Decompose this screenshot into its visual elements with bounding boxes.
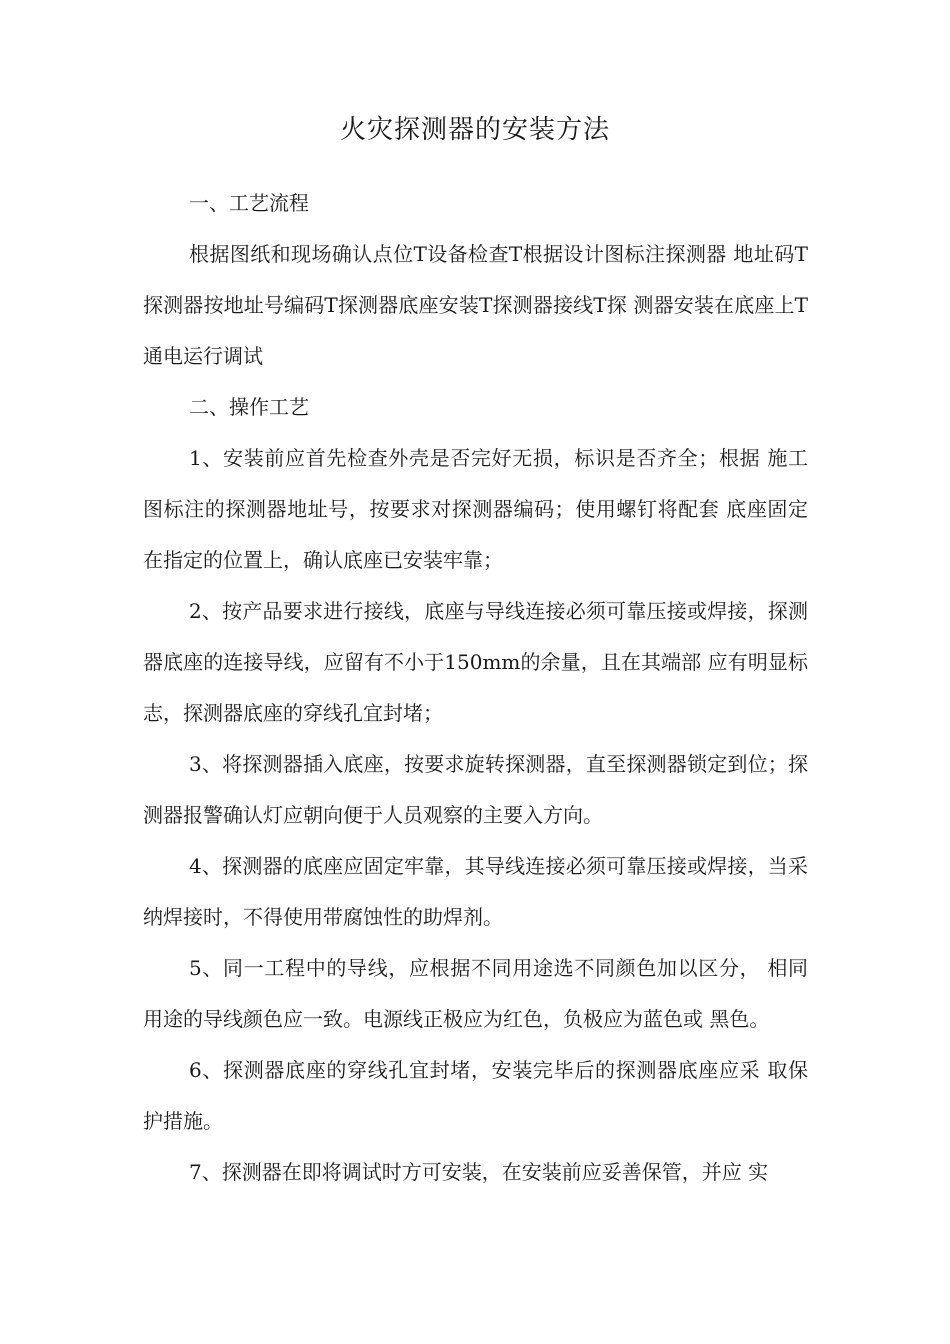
operation-item-3: 3、将探测器插入底座，按要求旋转探测器，直至探测器锁定到位；探测器报警确认灯应朝向便于人员观察的主要入方向。 (143, 752, 808, 827)
process-flow-paragraph: 根据图纸和现场确认点位T设备检查T根据设计图标注探测器 地址码T探测器按地址号编码T探测器底座安装T探测器接线T探 测器安装在底座上T通电运行调试 (143, 242, 808, 368)
operation-item-1: 1、安装前应首先检查外壳是否完好无损，标识是否齐全；根据 施工图标注的探测器地址号，按要求对探测器编码；使用螺钉将配套 底座固定在指定的位置上，确认底座已安装牢靠； (143, 446, 808, 572)
operation-item-6: 6、探测器底座的穿线孔宜封堵，安装完毕后的探测器底座应采 取保护措施。 (143, 1058, 808, 1133)
operation-item-5: 5、同一工程中的导线，应根据不同用途选不同颜色加以区分， 相同用途的导线颜色应一致。电源线正极应为红色，负极应为蓝色或 黑色。 (143, 956, 808, 1031)
document-body (143, 178, 808, 1198)
operation-item-2: 2、按产品要求进行接线，底座与导线连接必须可靠压接或焊接，探测器底座的连接导线，应留有不小于150mm的余量，且在其端部 应有明显标志，探测器底座的穿线孔宜封堵； (143, 599, 808, 725)
document-title: 火灾探测器的安装方法 (339, 115, 610, 145)
operation-item-4: 4、探测器的底座应固定牢靠，其导线连接必须可靠压接或焊接，当采纳焊接时，不得使用带腐蚀性的助焊剂。 (143, 854, 808, 929)
operation-item-7: 7、探测器在即将调试时方可安装，在安装前应妥善保管，并应 实 (189, 1160, 769, 1184)
section-heading-process: 一、工艺流程 (189, 191, 309, 215)
section-heading-operation: 二、操作工艺 (189, 395, 309, 419)
